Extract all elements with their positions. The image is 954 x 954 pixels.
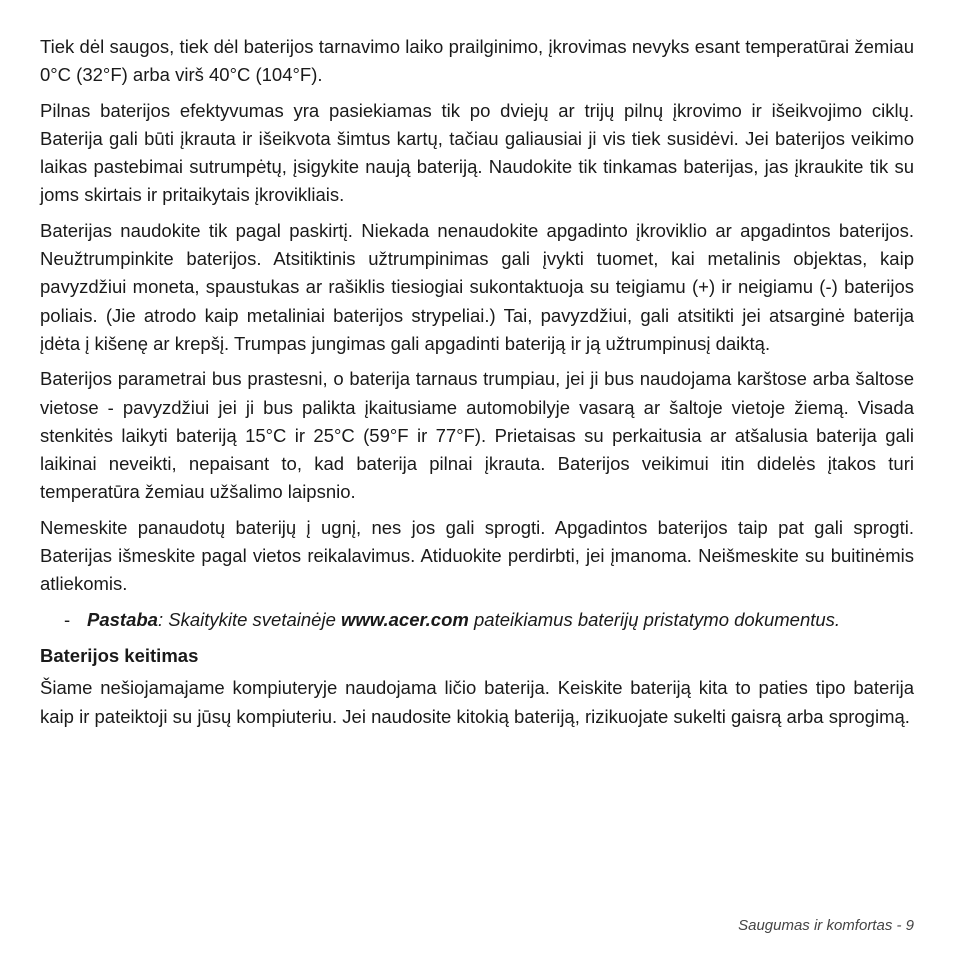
paragraph-short-circuit-warning: Baterijas naudokite tik pagal paskirtį. Niekada nenaudokite apgadinto įkroviklio ar apgadintos baterijos. Neužtrumpinkite baterijos. Atsitiktinis užtrumpinimas gali įvykti tuomet, kai metalinis objektas, kaip pavyzdžiui moneta, spaustukas ar rašiklis tiesiogiai sukontaktuoja su teigiamu (+) ir neigiamu (-) baterijos poliais. (Jie atrodo kaip metaliniai baterijos strypeliai.) Tai, pavyzdžiui, gali atsitikti jei atsarginė baterija įdėta į kišenę ar krepšį. Trumpas jungimas gali apgadinti bateriją ir ją užtrumpinusį daiktą. bbox=[40, 219, 914, 354]
footer-title: Saugumas ir komfortas - bbox=[738, 917, 902, 934]
page-number: 9 bbox=[905, 917, 914, 934]
note-text-after: pateikiamus baterijų pristatymo dokumentus. bbox=[468, 608, 841, 630]
note-text-before: : Skaitykite svetainėje bbox=[157, 608, 341, 630]
note-text bbox=[87, 606, 914, 634]
page-footer bbox=[738, 917, 914, 934]
note bbox=[40, 606, 914, 634]
paragraph-temperature-effects: Baterijos parametrai bus prastesni, o baterija tarnaus trumpiau, jei ji bus naudojama karštose arba šaltose vietose - pavyzdžiui jei ji bus palikta įkaitusiame automobilyje vasarą ar šaltoje vietoje žiemą. Visada stenkitės laikyti bateriją 15°C ir 25°C (59°F ir 77°F). Prietaisas su perkaitusia ar atšalusia baterija gali laikinai neveikti, nepaisant to, kad baterija pilnai įkrauta. Baterijos veikimui itin didelės įtakos turi temperatūra žemiau užšalimo laipsnio. bbox=[40, 368, 914, 503]
note-label: Pastaba bbox=[87, 608, 158, 630]
paragraph-battery-performance: Pilnas baterijos efektyvumas yra pasiekiamas tik po dviejų ar trijų pilnų įkrovimo ir išeikvojimo ciklų. Baterija gali būti įkrauta ir išeikvota šimtus kartų, tačiau galiausiai ji vis tiek susidėvi. Jei baterijos veikimo laikas pastebimai sutrumpėtų, įsigykite naują bateriją. Naudokite tik tinkamas baterijas, jas įkraukite tik su joms skirtais ir pritaikytais įkrovikliais. bbox=[40, 99, 914, 206]
note-link[interactable]: www.acer.com bbox=[341, 608, 469, 630]
paragraph-disposal: Nemeskite panaudotų baterijų į ugnį, nes jos gali sprogti. Apgadintos baterijos taip pat gali sprogti. Baterijas išmeskite pagal vietos reikalavimus. Atiduokite perdirbti, jei įmanoma. Neišmeskite su buitinėmis atliekomis. bbox=[40, 516, 914, 595]
document-body bbox=[40, 33, 914, 738]
note-dash: - bbox=[64, 608, 71, 630]
paragraph-battery-replacement: Šiame nešiojamajame kompiuteryje naudojama ličio baterija. Keiskite bateriją kita to paties tipo baterija kaip ir pateiktoji su jūsų kompiuteriu. Jei naudosite kitokią bateriją, rizikuojate sukelti gaisrą arba sprogimą. bbox=[40, 677, 914, 727]
section-heading: Baterijos keitimas bbox=[40, 644, 199, 666]
paragraph-charging-temperature: Tiek dėl saugos, tiek dėl baterijos tarnavimo laiko prailginimo, įkrovimas nevyks esant temperatūrai žemiau 0°C (32°F) arba virš 40°C (104°F). bbox=[40, 36, 914, 86]
